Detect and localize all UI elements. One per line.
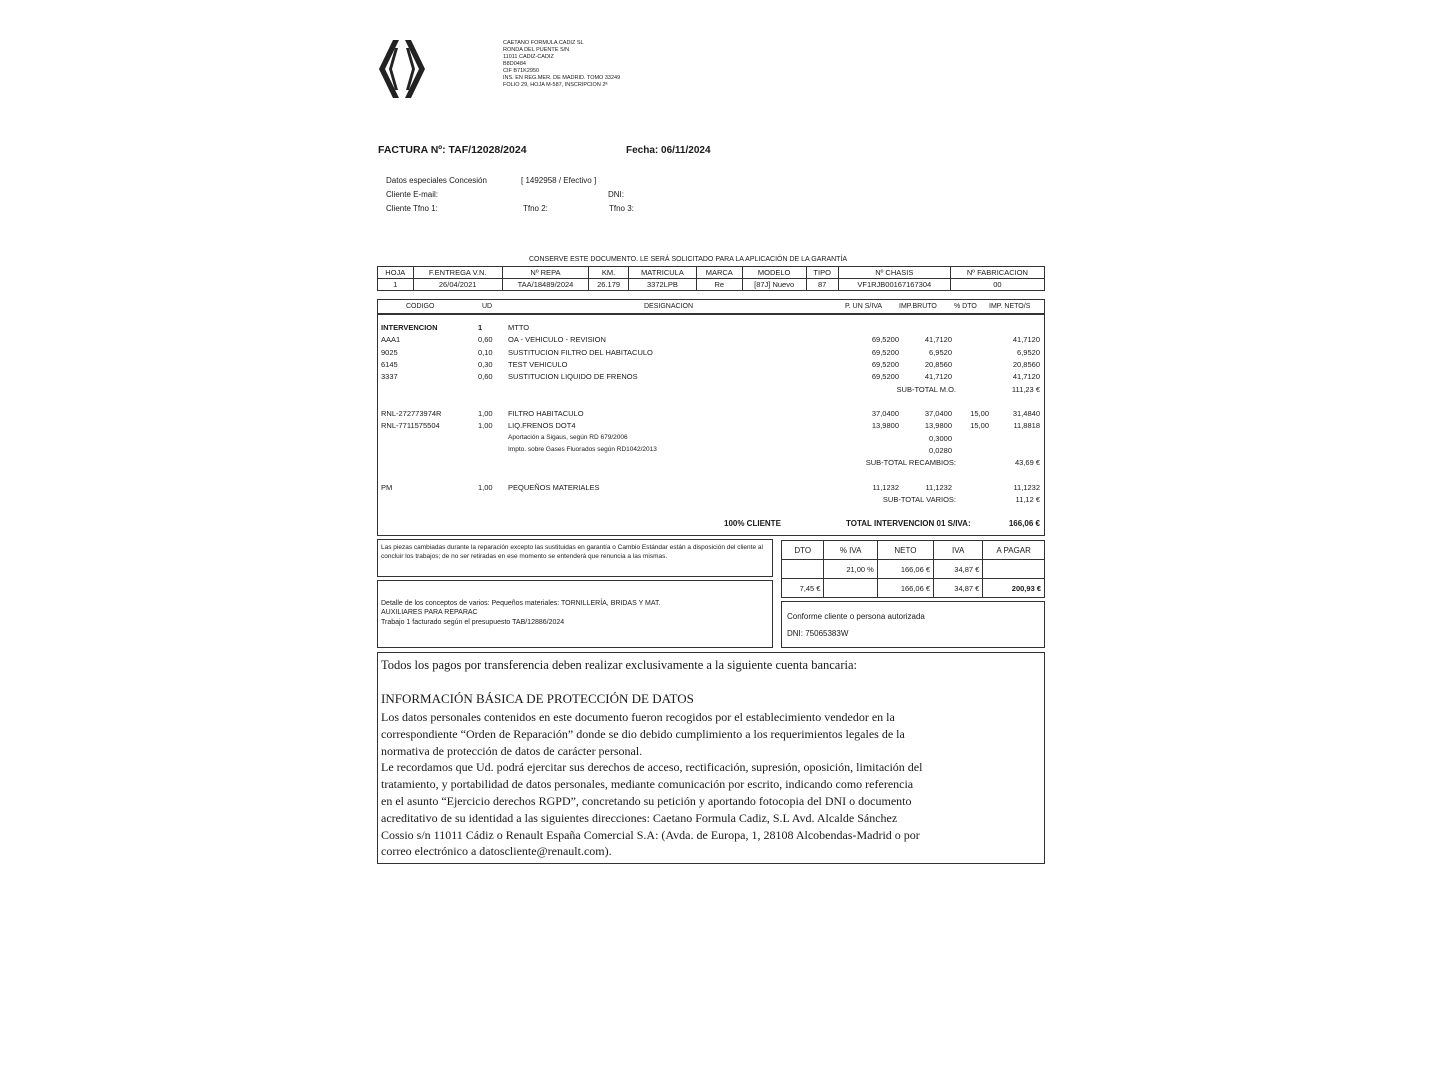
line-ud: 0,60 — [478, 335, 493, 345]
col-net: IMP. NETO/S — [989, 303, 1031, 310]
details-line-2: AUXILIARES PARA REPARAC — [381, 609, 478, 616]
line-desc: LIQ.FRENOS DOT4 — [508, 421, 576, 431]
warranty-notice: CONSERVE ESTE DOCUMENTO. LE SERÁ SOLICITADO PARA LA APLICACIÓN DE LA GARANTÍA — [529, 256, 848, 263]
total-intervention-label: TOTAL INTERVENCION 01 S/IVA: — [846, 519, 971, 528]
table-row — [378, 409, 1044, 420]
line-net: 11,8818 — [1013, 421, 1040, 431]
vehicle-table — [377, 266, 1045, 291]
vehicle-value-cell: 87 — [806, 279, 838, 291]
legal-line: correspondiente “Orden de Reparación” donde se dio debido cumplimiento a los requerimientos legales de la — [381, 726, 905, 741]
data-protection-title: INFORMACIÓN BÁSICA DE PROTECCIÓN DE DATOS — [381, 691, 694, 706]
legal-line: Cossio s/n 11011 Cádiz o Renault España Comercial S.A: (Avda. de Europa, 1, 28108 Alcobendas-Madrid o por — [381, 827, 920, 842]
table-row — [378, 471, 1044, 482]
company-address — [503, 40, 620, 89]
table-row — [378, 483, 1044, 494]
line-net: 11,1232 — [1013, 482, 1040, 492]
legal-line: en el asunto “Ejercicio derechos RGPD”, concretando su petición y aportando fotocopia del DNI o documento — [381, 793, 912, 808]
line-price: 69,5200 — [871, 335, 899, 345]
line-gross: 0,0280 — [929, 446, 952, 455]
vehicle-header-cell: KM. — [589, 267, 629, 279]
invoice-date: Fecha: 06/11/2024 — [626, 145, 711, 156]
totals-cell-row1 — [782, 560, 824, 579]
table-row — [378, 372, 1044, 383]
client-tel3-label: Tfno 3: — [609, 204, 634, 213]
line-ud: 1,00 — [478, 421, 493, 431]
line-code: INTERVENCION — [381, 323, 438, 332]
legal-line: correo electrónico a datoscliente@renault.com). — [381, 844, 612, 859]
client-tel2-label: Tfno 2: — [523, 204, 548, 213]
legal-line: normativa de protección de datos de carácter personal. — [381, 743, 643, 758]
line-price: 69,5200 — [871, 372, 899, 382]
col-disc: % DTO — [954, 303, 977, 310]
conformity-dni: DNI: 75065383W — [787, 629, 849, 638]
line-net: 41,7120 — [1012, 372, 1040, 382]
line-gross: 37,0400 — [924, 409, 952, 419]
totals-cell-row1: 166,06 € — [877, 560, 933, 579]
line-net: 31,4840 — [1012, 409, 1040, 419]
line-price: SUB-TOTAL M.O. — [896, 384, 956, 394]
line-net: 41,7120 — [1012, 335, 1040, 345]
line-net: 11,12 € — [1015, 495, 1040, 505]
line-desc: SUSTITUCION LIQUIDO DE FRENOS — [508, 372, 638, 382]
line-code: RNL-7711575504 — [381, 421, 440, 431]
line-price: 69,5200 — [871, 359, 899, 369]
line-gross: 6,9520 — [929, 347, 952, 357]
line-desc: PEQUEÑOS MATERIALES — [508, 482, 600, 492]
line-code: 6145 — [381, 359, 398, 369]
table-row — [378, 434, 1044, 445]
totals-cell-headers: A PAGAR — [983, 541, 1045, 560]
vehicle-header-cell: MARCA — [696, 267, 742, 279]
vehicle-header-cell: HOJA — [378, 267, 414, 279]
lines-header — [377, 299, 1045, 314]
data-protection-text — [381, 709, 922, 860]
vehicle-header-cell: MODELO — [742, 267, 806, 279]
vehicle-value-cell: [87J] Nuevo — [742, 279, 806, 291]
total-intervention-value: 166,06 € — [1008, 519, 1040, 528]
col-code: CODIGO — [406, 303, 435, 310]
line-desc: FILTRO HABITACULO — [508, 409, 584, 419]
line-gross: 41,7120 — [924, 335, 952, 345]
vehicle-value-cell: VF1RJB00167167304 — [838, 279, 950, 291]
totals-table — [781, 540, 1045, 598]
line-price: SUB-TOTAL VARIOS: — [882, 495, 956, 505]
line-net: 43,69 € — [1014, 458, 1040, 468]
details-box — [377, 580, 773, 648]
invoice-lines — [377, 314, 1045, 536]
col-ud: UD — [482, 303, 493, 310]
legal-line: tratamiento, y portabilidad de datos personales, mediante comunicación por escrito, indicando como referencia — [381, 777, 914, 792]
details-line-1: Detalle de los conceptos de varios: Pequeños materiales: TORNILLERÍA, BRIDAS Y MAT. — [381, 600, 661, 607]
company-line: RONDA DEL PUENTE S/N — [503, 47, 570, 53]
table-row — [378, 495, 1044, 506]
totals-cell-headers: DTO — [782, 541, 824, 560]
line-code: 3337 — [381, 372, 398, 382]
line-disc: 15,00 — [970, 409, 989, 419]
line-ud: 0,60 — [478, 372, 493, 382]
totals-cell-headers: NETO — [877, 541, 933, 560]
table-row — [378, 335, 1044, 346]
line-gross: 11,1232 — [925, 482, 952, 492]
line-ud: 0,30 — [478, 359, 493, 369]
line-disc: 15,00 — [970, 421, 989, 431]
vehicle-header-cell: TIPO — [806, 267, 838, 279]
totals-cell-row2: 166,06 € — [877, 579, 933, 598]
line-code: PM — [381, 482, 393, 492]
line-gross: 41,7120 — [924, 372, 952, 382]
table-row — [378, 360, 1044, 371]
company-line: CIF B71K2950 — [503, 68, 540, 74]
line-gross: 0,3000 — [929, 433, 952, 443]
table-row — [378, 385, 1044, 396]
line-price: 11,1232 — [872, 482, 899, 492]
conformity-box — [781, 601, 1045, 648]
special-data-label: Datos especiales Concesión — [386, 176, 487, 185]
client-tel1-label: Cliente Tfno 1: — [386, 204, 438, 213]
vehicle-value-cell: 26/04/2021 — [413, 279, 502, 291]
line-ud: 1,00 — [478, 482, 493, 492]
totals-cell-headers: IVA — [934, 541, 983, 560]
client-percentage: 100% CLIENTE — [724, 519, 781, 528]
vehicle-header-cell: MATRICULA — [628, 267, 696, 279]
company-line: FOLIO 29, HOJA M-587, INSCRIPCION 2ª — [503, 82, 608, 88]
table-row — [378, 323, 1044, 334]
totals-cell-row2 — [824, 579, 877, 598]
company-line: 11011 CADIZ-CADIZ — [503, 54, 554, 60]
vehicle-value-cell: 3372LPB — [628, 279, 696, 291]
invoice-number: FACTURA Nº: TAF/12028/2024 — [378, 144, 527, 156]
vehicle-value-cell: Re — [696, 279, 742, 291]
line-gross: 13,9800 — [924, 421, 952, 431]
col-designation: DESIGNACION — [644, 303, 694, 310]
line-gross: 20,8560 — [924, 359, 952, 369]
vehicle-value-cell: 26.179 — [589, 279, 629, 291]
payments-notice: Todos los pagos por transferencia deben realizar exclusivamente a la siguiente cuenta bancaria: — [381, 658, 858, 672]
renault-logo-icon — [377, 38, 427, 100]
vehicle-header-cell: F.ENTREGA V.N. — [413, 267, 502, 279]
line-ud: 0,10 — [478, 347, 493, 357]
totals-cell-row2: 34,87 € — [934, 579, 983, 598]
legal-line: Los datos personales contenidos en este documento fueron recogidos por el establecimiento vendedor en la — [381, 710, 895, 724]
details-line-3: Trabajo 1 facturado según el presupuesto TAB/12886/2024 — [381, 619, 565, 626]
line-code: RNL-272773974R — [381, 409, 442, 419]
company-line: INS. EN REG.MER. DE MADRID. TOMO 33249 — [503, 75, 621, 81]
totals-cell-row1 — [983, 560, 1045, 579]
table-row — [378, 348, 1044, 359]
line-desc: TEST VEHICULO — [508, 359, 568, 369]
totals-cell-row1: 21,00 % — [824, 560, 877, 579]
vehicle-value-cell: TAA/18489/2024 — [502, 279, 588, 291]
line-desc: Aportación a Sigaus, según RD 679/2006 — [508, 433, 628, 441]
company-line: B8D0484 — [503, 61, 526, 67]
company-line: CAETANO FORMULA CADIZ SL — [503, 40, 584, 46]
table-row — [378, 421, 1044, 432]
vehicle-header-cell: Nº FABRICACION — [950, 267, 1044, 279]
line-code: 9025 — [381, 347, 398, 357]
legal-line: Le recordamos que Ud. podrá ejercitar sus derechos de acceso, rectificación, supresión, oposición, limitación del — [381, 760, 923, 775]
line-price: 69,5200 — [871, 347, 899, 357]
vehicle-value-cell: 00 — [950, 279, 1044, 291]
vehicle-value-cell: 1 — [378, 279, 414, 291]
line-price: SUB-TOTAL RECAMBIOS: — [865, 458, 956, 468]
col-gross: IMP.BRUTO — [899, 303, 937, 310]
line-desc: MTTO — [508, 323, 530, 332]
line-price: 13,9800 — [871, 421, 899, 431]
table-row — [378, 397, 1044, 408]
client-dni-label: DNI: — [608, 190, 624, 199]
vehicle-header-cell: Nº CHASIS — [838, 267, 950, 279]
line-ud: 1 — [478, 323, 483, 332]
totals-cell-row2: 200,93 € — [983, 579, 1045, 598]
table-row — [378, 458, 1044, 469]
line-desc: OA - VEHICULO - REVISION — [508, 335, 606, 345]
table-row — [378, 446, 1044, 457]
vehicle-header-cell: Nº REPA — [502, 267, 588, 279]
conformity-label: Conforme cliente o persona autorizada — [787, 612, 925, 621]
line-ud: 1,00 — [478, 409, 493, 419]
line-net: 111,23 € — [1011, 384, 1040, 394]
legal-box — [377, 652, 1045, 864]
line-code: AAA1 — [381, 335, 401, 345]
line-net: 20,8560 — [1012, 359, 1040, 369]
totals-cell-row2: 7,45 € — [782, 579, 824, 598]
line-desc: SUSTITUCION FILTRO DEL HABITACULO — [508, 347, 653, 357]
parts-notice-box — [377, 539, 773, 577]
special-data-value: [ 1492958 / Efectivo ] — [521, 176, 597, 185]
totals-cell-row1: 34,87 € — [934, 560, 983, 579]
line-desc: Impto. sobre Gases Fluorados según RD1042/2013 — [508, 446, 657, 453]
client-email-label: Cliente E-mail: — [386, 190, 439, 199]
line-price: 37,0400 — [871, 409, 899, 419]
col-unit-price: P. UN S/IVA — [845, 303, 883, 310]
line-net: 6,9520 — [1017, 347, 1040, 357]
legal-line: acreditativo de su identidad a las siguientes direcciones: Caetano Formula Cadiz, S.L Avd. Alcalde Sánchez — [381, 810, 898, 825]
parts-notice: Las piezas cambiadas durante la reparación excepto las sustituidas en garantía o Cambio Estándar están a disposición del cliente al concluir los trabajos; de no ser retiradas en ese momento se entenderá que renuncia a las mismas. — [381, 544, 763, 560]
totals-cell-headers: % IVA — [824, 541, 877, 560]
